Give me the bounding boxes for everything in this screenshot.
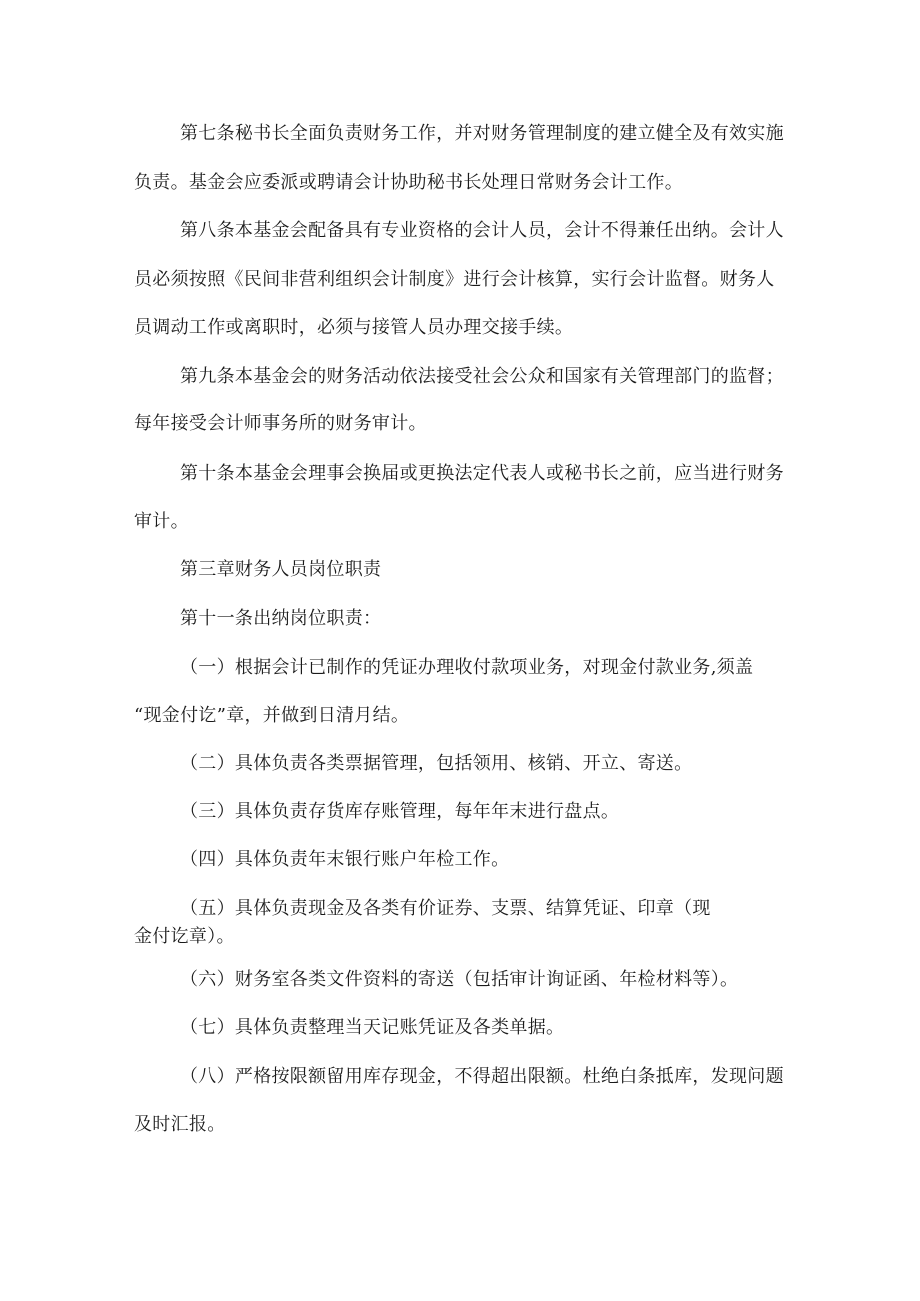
article-10-line-2: 审计。 bbox=[134, 511, 189, 532]
duty-5-line-2: 金付讫章）。 bbox=[134, 926, 235, 947]
duty-3: （三）具体负责存货库存账管理，每年年末进行盘点。 bbox=[180, 801, 620, 822]
duty-4: （四）具体负责年末银行账户年检工作。 bbox=[180, 849, 510, 870]
article-7-line-2: 负责。基金会应委派或聘请会计协助秘书长处理日常财务会计工作。 bbox=[134, 172, 683, 193]
article-8-line-3: 员调动工作或离职时，必须与接管人员办理交接手续。 bbox=[134, 317, 574, 338]
duty-5-line-1: （五）具体负责现金及各类有价证券、支票、结算凭证、印章（现 bbox=[180, 898, 711, 919]
duty-6: （六）财务室各类文件资料的寄送（包括审计询证函、年检材料等）。 bbox=[180, 969, 739, 990]
duty-2: （二）具体负责各类票据管理，包括领用、核销、开立、寄送。 bbox=[180, 753, 693, 774]
article-10-line-1: 第十条本基金会理事会换届或更换法定代表人或秘书长之前，应当进行财务 bbox=[180, 463, 784, 484]
article-8-line-2: 员必须按照《民间非营利组织会计制度》进行会计核算，实行会计监督。财务人 bbox=[134, 269, 775, 290]
article-8-line-1: 第八条本基金会配备具有专业资格的会计人员，会计不得兼任出纳。会计人 bbox=[180, 220, 784, 241]
duty-1-line-1: （一）根据会计已制作的凭证办理收付款项业务，对现金付款业务,须盖 bbox=[180, 657, 754, 678]
duty-8-line-2: 及时汇报。 bbox=[134, 1114, 226, 1135]
article-11-heading: 第十一条出纳岗位职责： bbox=[180, 608, 382, 629]
article-7-line-1: 第七条秘书长全面负责财务工作，并对财务管理制度的建立健全及有效实施 bbox=[180, 123, 784, 144]
duty-7: （七）具体负责整理当天记账凭证及各类单据。 bbox=[180, 1017, 565, 1038]
article-9-line-1: 第九条本基金会的财务活动依法接受社会公众和国家有关管理部门的监督； bbox=[180, 366, 784, 387]
article-9-line-2: 每年接受会计师事务所的财务审计。 bbox=[134, 413, 427, 434]
duty-1-line-2: “现金付讫”章，并做到日清月结。 bbox=[134, 705, 410, 726]
duty-8-line-1: （八）严格按限额留用库存现金，不得超出限额。杜绝白条抵库，发现问题 bbox=[180, 1066, 784, 1087]
chapter-3-heading: 第三章财务人员岗位职责 bbox=[180, 559, 382, 580]
